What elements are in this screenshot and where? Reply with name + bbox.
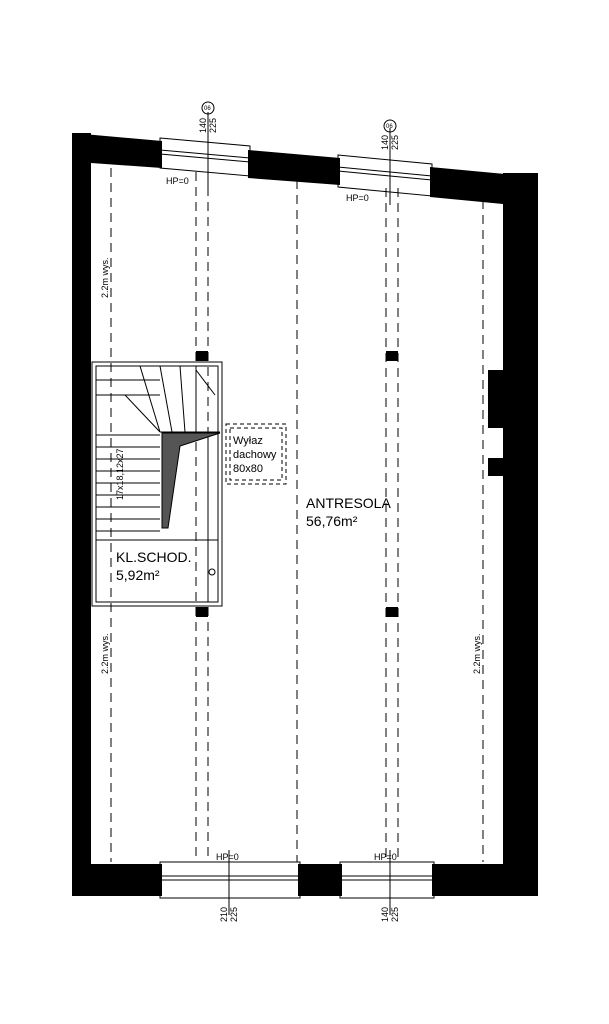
window-bottom-right-hp: HP=0 xyxy=(374,852,397,862)
window-top-left-hp: HP=0 xyxy=(166,176,189,186)
window-bottom-left-dim-b: 225 xyxy=(229,906,239,922)
window-top-right-tag: 06 xyxy=(386,124,393,130)
walls xyxy=(72,133,538,896)
roof-hatch-line3: 80x80 xyxy=(233,463,263,475)
room-area-stair: 5,92m² xyxy=(116,567,160,583)
wall-left xyxy=(72,133,91,896)
window-bottom-right-dim-b: 225 xyxy=(390,906,400,922)
room-name-antresola: ANTRESOLA xyxy=(306,495,391,511)
window-bottom-left-dim-a: 210 xyxy=(219,906,229,922)
wall-top-middle xyxy=(248,150,340,185)
window-top-right-dim-b: 225 xyxy=(390,134,400,150)
wall-right-pilaster xyxy=(488,370,504,428)
column-1 xyxy=(196,351,208,361)
height-label-right: 2.2m wys. xyxy=(472,633,482,674)
wall-bottom-middle xyxy=(298,864,342,896)
wall-right xyxy=(503,173,538,896)
wall-top-left xyxy=(72,133,162,183)
stair-dimensions: 17x18,12x27 xyxy=(115,448,125,500)
room-area-antresola: 56,76m² xyxy=(306,513,358,529)
wall-bottom-left xyxy=(72,864,162,896)
window-bottom-right-dim-a: 140 xyxy=(380,906,390,922)
wall-bottom-right xyxy=(432,864,538,896)
stair-newel-hatched xyxy=(162,433,220,528)
room-name-stair: KL.SCHOD. xyxy=(116,549,192,565)
window-top-right-hp: HP=0 xyxy=(346,193,369,203)
column-3 xyxy=(196,607,208,617)
wall-right-pilaster-2 xyxy=(488,458,504,476)
window-top-left-dim-a: 140 xyxy=(198,117,208,133)
window-top-left-dim-b: 225 xyxy=(208,117,218,133)
height-label-left-bottom: 2.2m wys. xyxy=(100,633,110,674)
column-4 xyxy=(386,607,398,617)
roof-hatch-line2: dachowy xyxy=(233,449,277,461)
height-label-left-top: 2.2m wys. xyxy=(100,257,110,298)
window-bottom-left-hp: HP=0 xyxy=(216,852,239,862)
window-top-right-dim-a: 140 xyxy=(380,134,390,150)
window-top-left-tag: 06 xyxy=(204,106,211,112)
column-2 xyxy=(386,351,398,361)
roof-hatch-line1: Wyłaz xyxy=(233,435,263,447)
wall-top-right xyxy=(430,167,538,205)
labels xyxy=(100,106,482,922)
